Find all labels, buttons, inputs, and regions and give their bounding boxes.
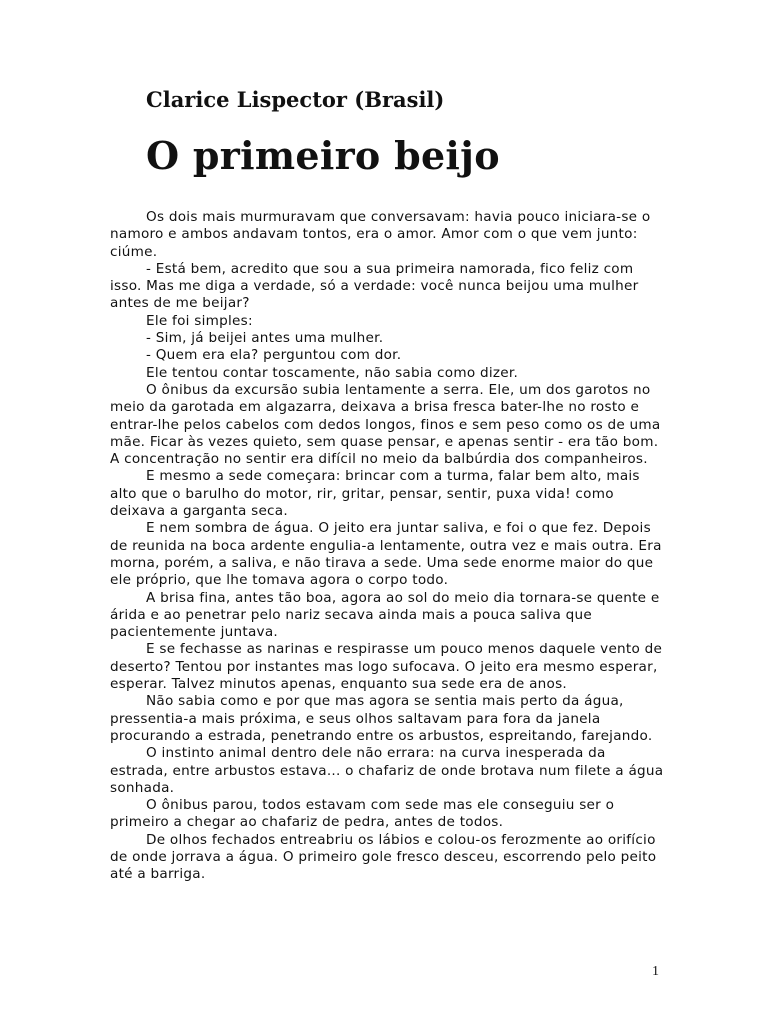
paragraph: Não sabia como e por que mas agora se sentia mais perto da água, pressentia-a mais próxima, e seus olhos saltavam para fora da janela procurando a estrada, penetrando entre os arbustos, espreitando, farejando.	[110, 693, 653, 744]
paragraph: O ônibus parou, todos estavam com sede mas ele conseguiu ser o primeiro a chegar ao chafariz de pedra, antes de todos.	[110, 797, 615, 831]
paragraph: - Quem era ela? perguntou com dor.	[146, 347, 402, 364]
paragraph: Ele foi simples:	[146, 312, 253, 329]
paragraph: E se fechasse as narinas e respirasse um pouco menos daquele vento de deserto? Tentou por instantes mas logo sufocava. O jeito era mesmo esperar, esperar. Talvez minutos apenas, enquanto sua sede era de anos.	[110, 641, 663, 693]
author-heading: Clarice Lispector (Brasil)	[146, 87, 445, 112]
page-number: 1	[652, 964, 659, 979]
paragraph: E nem sombra de água. O jeito era juntar saliva, e foi o que fez. Depois de reunida na boca ardente engulia-a lentamente, outra vez e mais outra. Era morna, porém, a saliva, e não tirava a sede. Uma sede enorme maior do que ele próprio, que lhe tomava agora o corpo todo.	[110, 520, 662, 589]
paragraph: - Sim, já beijei antes uma mulher.	[146, 330, 384, 347]
paragraph: Ele tentou contar toscamente, não sabia como dizer.	[146, 364, 519, 381]
paragraph: A brisa fina, antes tão boa, agora ao sol do meio dia tornara-se quente e árida e ao penetrar pelo nariz secava ainda mais a pouca saliva que pacientemente juntava.	[110, 589, 660, 641]
paragraph: O ônibus da excursão subia lentamente a serra. Ele, um dos garotos no meio da garotada em algazarra, deixava a brisa fresca bater-lhe no rosto e entrar-lhe pelos cabelos com dedos longos, finos e sem peso como os de uma mãe. Ficar às vezes quieto, sem quase pensar, e apenas sentir - era tão bom. A concentração no sentir era difícil no meio da balbúrdia dos companheiros.	[110, 381, 661, 468]
paragraph: O instinto animal dentro dele não errara: na curva inesperada da estrada, entre arbustos estava... o chafariz de onde brotava num filete a água sonhada.	[110, 745, 664, 796]
paragraph: - Está bem, acredito que sou a sua primeira namorada, fico feliz com isso. Mas me diga a verdade, só a verdade: você nunca beijou uma mulher antes de me beijar?	[110, 260, 639, 312]
story-body	[110, 209, 665, 884]
paragraph: E mesmo a sede começara: brincar com a turma, falar bem alto, mais alto que o barulho do motor, rir, gritar, pensar, sentir, puxa vida! como deixava a garganta seca.	[110, 468, 640, 520]
paragraph: De olhos fechados entreabriu os lábios e colou-os ferozmente ao orifício de onde jorrava a água. O primeiro gole fresco desceu, escorrendo pelo peito até a barriga.	[110, 831, 657, 883]
story-title: O primeiro beijo	[146, 133, 500, 178]
paragraph: Os dois mais murmuravam que conversavam: havia pouco iniciara-se o namoro e ambos andavam tontos, era o amor. Amor com o que vem junto: ciúme.	[110, 209, 651, 260]
